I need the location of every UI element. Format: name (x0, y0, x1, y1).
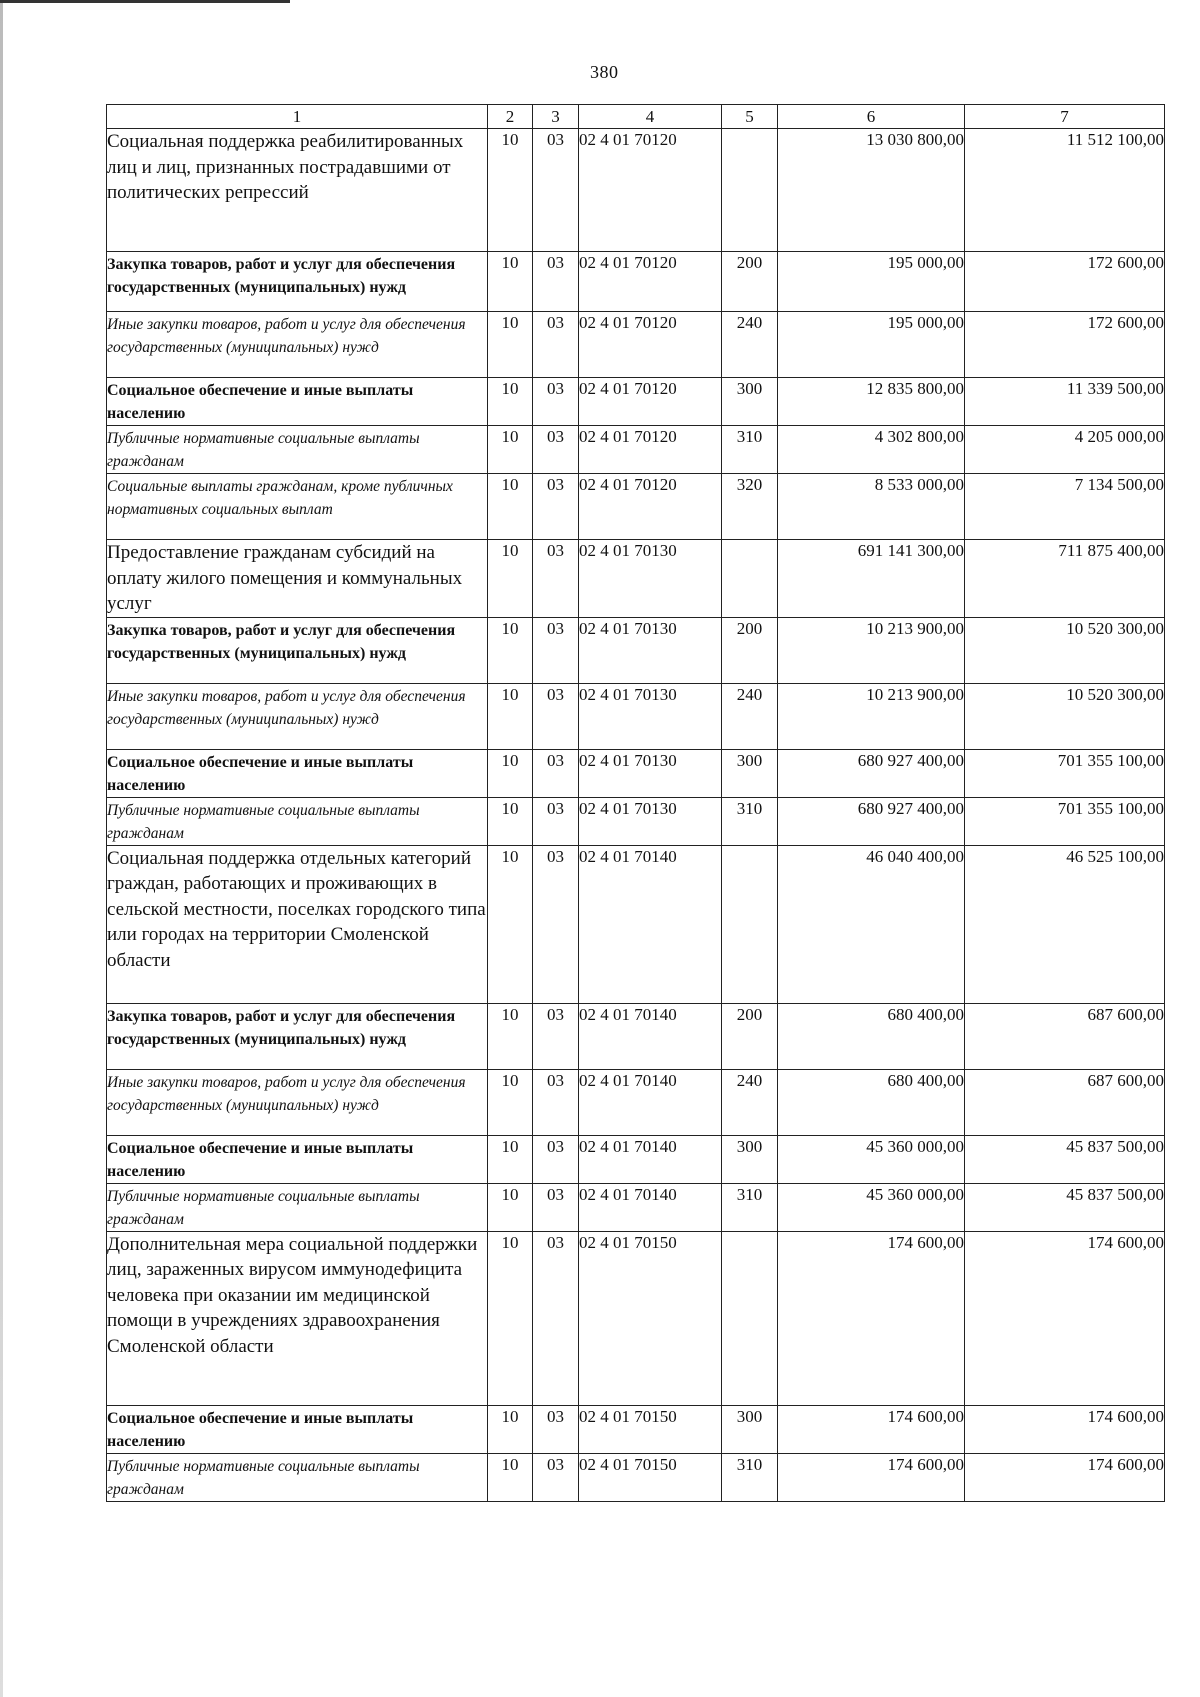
subsection-code: 03 (533, 252, 579, 312)
table-row (107, 617, 1165, 683)
section-code: 10 (488, 1231, 533, 1405)
expense-type-code: 300 (722, 1135, 778, 1183)
section-code: 10 (488, 1003, 533, 1069)
row-description: Закупка товаров, работ и услуг для обеспечения государственных (муниципальных) нужд (107, 252, 488, 312)
row-description: Иные закупки товаров, работ и услуг для обеспечения государственных (муниципальных) нужд (107, 1069, 488, 1135)
expense-type-code (722, 129, 778, 252)
expense-type-code: 300 (722, 378, 778, 426)
subsection-code: 03 (533, 1135, 579, 1183)
expense-type-code: 240 (722, 683, 778, 749)
expense-type-code (722, 540, 778, 618)
target-article-code: 02 4 01 70120 (579, 129, 722, 252)
subsection-code: 03 (533, 312, 579, 378)
table-row (107, 1231, 1165, 1405)
subsection-code: 03 (533, 540, 579, 618)
column-number-row (107, 105, 1165, 129)
column-header: 1 (107, 105, 488, 129)
subsection-code: 03 (533, 378, 579, 426)
subsection-code: 03 (533, 1405, 579, 1453)
expense-type-code: 310 (722, 1453, 778, 1501)
amount-year-1: 680 400,00 (778, 1003, 965, 1069)
subsection-code: 03 (533, 683, 579, 749)
row-description: Публичные нормативные социальные выплаты гражданам (107, 797, 488, 845)
amount-year-2: 11 512 100,00 (965, 129, 1165, 252)
amount-year-2: 174 600,00 (965, 1405, 1165, 1453)
amount-year-1: 12 835 800,00 (778, 378, 965, 426)
table-row (107, 312, 1165, 378)
target-article-code: 02 4 01 70120 (579, 426, 722, 474)
subsection-code: 03 (533, 1183, 579, 1231)
table-row (107, 1183, 1165, 1231)
row-description: Социальное обеспечение и иные выплаты населению (107, 749, 488, 797)
row-description: Социальное обеспечение и иные выплаты населению (107, 1405, 488, 1453)
table-row (107, 378, 1165, 426)
subsection-code: 03 (533, 617, 579, 683)
target-article-code: 02 4 01 70120 (579, 312, 722, 378)
table-row (107, 426, 1165, 474)
amount-year-1: 174 600,00 (778, 1453, 965, 1501)
amount-year-1: 195 000,00 (778, 312, 965, 378)
amount-year-2: 172 600,00 (965, 252, 1165, 312)
expense-type-code: 200 (722, 1003, 778, 1069)
row-description: Дополнительная мера социальной поддержки лиц, зараженных вирусом иммунодефицита человека при оказании им медицинской помощи в учреждениях здравоохранения Смоленской области (107, 1231, 488, 1405)
amount-year-1: 195 000,00 (778, 252, 965, 312)
table-row (107, 129, 1165, 252)
amount-year-1: 680 927 400,00 (778, 749, 965, 797)
section-code: 10 (488, 426, 533, 474)
top-rule (0, 0, 290, 3)
expense-type-code (722, 845, 778, 1003)
expense-type-code: 240 (722, 312, 778, 378)
amount-year-1: 45 360 000,00 (778, 1135, 965, 1183)
table-row (107, 540, 1165, 618)
section-code: 10 (488, 1453, 533, 1501)
row-description: Закупка товаров, работ и услуг для обеспечения государственных (муниципальных) нужд (107, 617, 488, 683)
subsection-code: 03 (533, 1069, 579, 1135)
amount-year-2: 172 600,00 (965, 312, 1165, 378)
subsection-code: 03 (533, 749, 579, 797)
target-article-code: 02 4 01 70120 (579, 252, 722, 312)
section-code: 10 (488, 378, 533, 426)
section-code: 10 (488, 312, 533, 378)
subsection-code: 03 (533, 845, 579, 1003)
expense-type-code: 200 (722, 252, 778, 312)
amount-year-1: 46 040 400,00 (778, 845, 965, 1003)
table-row (107, 1003, 1165, 1069)
amount-year-1: 13 030 800,00 (778, 129, 965, 252)
amount-year-2: 46 525 100,00 (965, 845, 1165, 1003)
amount-year-2: 687 600,00 (965, 1003, 1165, 1069)
table-row (107, 797, 1165, 845)
amount-year-2: 174 600,00 (965, 1453, 1165, 1501)
subsection-code: 03 (533, 129, 579, 252)
expense-type-code: 310 (722, 797, 778, 845)
amount-year-2: 11 339 500,00 (965, 378, 1165, 426)
row-description: Иные закупки товаров, работ и услуг для обеспечения государственных (муниципальных) нужд (107, 312, 488, 378)
row-description: Социальная поддержка отдельных категорий граждан, работающих и проживающих в сельской местности, поселках городского типа или городах на территории Смоленской области (107, 845, 488, 1003)
amount-year-2: 4 205 000,00 (965, 426, 1165, 474)
amount-year-1: 4 302 800,00 (778, 426, 965, 474)
target-article-code: 02 4 01 70140 (579, 845, 722, 1003)
column-header: 4 (579, 105, 722, 129)
expense-type-code: 310 (722, 1183, 778, 1231)
section-code: 10 (488, 797, 533, 845)
row-description: Публичные нормативные социальные выплаты гражданам (107, 1183, 488, 1231)
table-row (107, 1069, 1165, 1135)
row-description: Публичные нормативные социальные выплаты гражданам (107, 1453, 488, 1501)
amount-year-1: 45 360 000,00 (778, 1183, 965, 1231)
section-code: 10 (488, 252, 533, 312)
section-code: 10 (488, 540, 533, 618)
row-description: Социальное обеспечение и иные выплаты населению (107, 1135, 488, 1183)
amount-year-2: 687 600,00 (965, 1069, 1165, 1135)
amount-year-2: 45 837 500,00 (965, 1183, 1165, 1231)
expense-type-code: 240 (722, 1069, 778, 1135)
subsection-code: 03 (533, 474, 579, 540)
column-header: 7 (965, 105, 1165, 129)
column-header: 6 (778, 105, 965, 129)
target-article-code: 02 4 01 70150 (579, 1405, 722, 1453)
target-article-code: 02 4 01 70120 (579, 378, 722, 426)
expense-type-code (722, 1231, 778, 1405)
scan-edge (0, 0, 3, 1697)
amount-year-2: 711 875 400,00 (965, 540, 1165, 618)
page-number: 380 (590, 62, 619, 82)
target-article-code: 02 4 01 70130 (579, 540, 722, 618)
column-header: 5 (722, 105, 778, 129)
section-code: 10 (488, 683, 533, 749)
subsection-code: 03 (533, 797, 579, 845)
target-article-code: 02 4 01 70150 (579, 1453, 722, 1501)
expense-type-code: 200 (722, 617, 778, 683)
column-header: 2 (488, 105, 533, 129)
target-article-code: 02 4 01 70140 (579, 1069, 722, 1135)
amount-year-1: 691 141 300,00 (778, 540, 965, 618)
subsection-code: 03 (533, 426, 579, 474)
table-row (107, 1405, 1165, 1453)
table-row (107, 749, 1165, 797)
section-code: 10 (488, 617, 533, 683)
row-description: Предоставление гражданам субсидий на оплату жилого помещения и коммунальных услуг (107, 540, 488, 618)
amount-year-1: 174 600,00 (778, 1405, 965, 1453)
amount-year-1: 680 927 400,00 (778, 797, 965, 845)
target-article-code: 02 4 01 70150 (579, 1231, 722, 1405)
expense-type-code: 320 (722, 474, 778, 540)
row-description: Социальные выплаты гражданам, кроме публичных нормативных социальных выплат (107, 474, 488, 540)
amount-year-2: 7 134 500,00 (965, 474, 1165, 540)
target-article-code: 02 4 01 70140 (579, 1135, 722, 1183)
section-code: 10 (488, 1069, 533, 1135)
amount-year-2: 701 355 100,00 (965, 797, 1165, 845)
row-description: Социальная поддержка реабилитированных лиц и лиц, признанных пострадавшими от политических репрессий (107, 129, 488, 252)
amount-year-2: 174 600,00 (965, 1231, 1165, 1405)
expense-type-code: 300 (722, 749, 778, 797)
target-article-code: 02 4 01 70140 (579, 1003, 722, 1069)
subsection-code: 03 (533, 1231, 579, 1405)
row-description: Закупка товаров, работ и услуг для обеспечения государственных (муниципальных) нужд (107, 1003, 488, 1069)
table-body (107, 129, 1165, 1502)
target-article-code: 02 4 01 70120 (579, 474, 722, 540)
row-description: Публичные нормативные социальные выплаты гражданам (107, 426, 488, 474)
amount-year-1: 174 600,00 (778, 1231, 965, 1405)
section-code: 10 (488, 129, 533, 252)
target-article-code: 02 4 01 70130 (579, 617, 722, 683)
target-article-code: 02 4 01 70140 (579, 1183, 722, 1231)
row-description: Иные закупки товаров, работ и услуг для обеспечения государственных (муниципальных) нужд (107, 683, 488, 749)
section-code: 10 (488, 1135, 533, 1183)
table-row (107, 474, 1165, 540)
amount-year-1: 680 400,00 (778, 1069, 965, 1135)
table-row (107, 1135, 1165, 1183)
amount-year-2: 10 520 300,00 (965, 617, 1165, 683)
table-row (107, 1453, 1165, 1501)
section-code: 10 (488, 749, 533, 797)
table-row (107, 845, 1165, 1003)
section-code: 10 (488, 845, 533, 1003)
amount-year-2: 701 355 100,00 (965, 749, 1165, 797)
target-article-code: 02 4 01 70130 (579, 797, 722, 845)
amount-year-2: 45 837 500,00 (965, 1135, 1165, 1183)
section-code: 10 (488, 474, 533, 540)
amount-year-2: 10 520 300,00 (965, 683, 1165, 749)
amount-year-1: 10 213 900,00 (778, 617, 965, 683)
section-code: 10 (488, 1183, 533, 1231)
target-article-code: 02 4 01 70130 (579, 683, 722, 749)
section-code: 10 (488, 1405, 533, 1453)
expense-type-code: 300 (722, 1405, 778, 1453)
target-article-code: 02 4 01 70130 (579, 749, 722, 797)
expense-type-code: 310 (722, 426, 778, 474)
budget-table (106, 104, 1165, 1502)
row-description: Социальное обеспечение и иные выплаты населению (107, 378, 488, 426)
subsection-code: 03 (533, 1453, 579, 1501)
amount-year-1: 8 533 000,00 (778, 474, 965, 540)
amount-year-1: 10 213 900,00 (778, 683, 965, 749)
table-row (107, 683, 1165, 749)
subsection-code: 03 (533, 1003, 579, 1069)
table-row (107, 252, 1165, 312)
column-header: 3 (533, 105, 579, 129)
